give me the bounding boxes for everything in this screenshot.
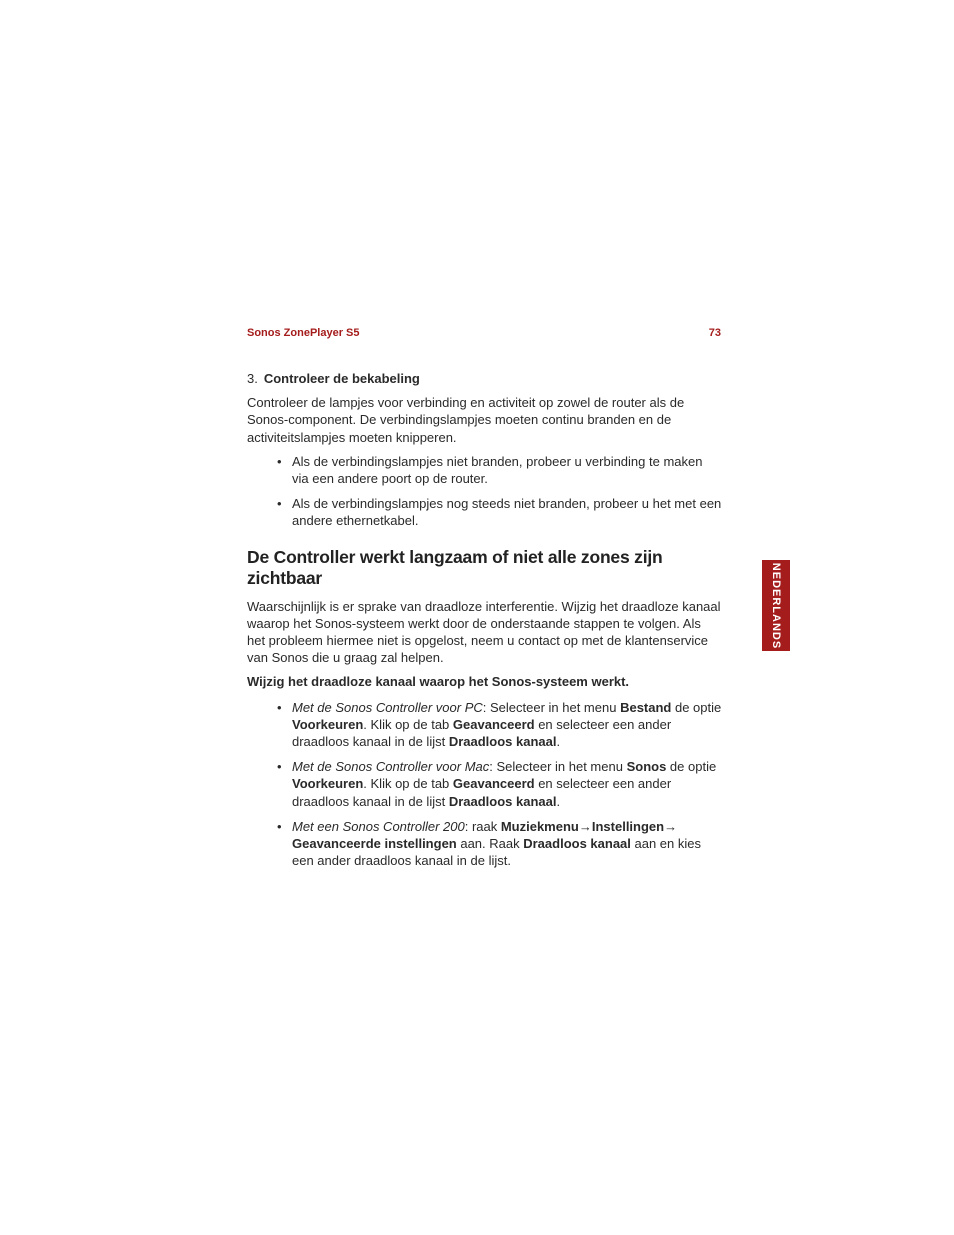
list-item-text: Als de verbindingslampjes nog steeds niet branden, probeer u het met een andere ethernetkabel.	[292, 496, 722, 529]
controller-name: Met een Sonos Controller 200	[292, 818, 465, 834]
section-heading: De Controller werkt langzaam of niet alle zones zijn zichtbaar	[247, 546, 663, 588]
text-run: en selecteer een ander draadloos kanaal in de lijst	[292, 776, 672, 809]
bullet-glyph: •	[277, 818, 282, 834]
bullet-glyph: •	[277, 496, 282, 512]
list-item	[247, 818, 722, 870]
step-heading	[247, 370, 722, 387]
section-paragraph: Waarschijnlijk is er sprake van draadloze interferentie. Wijzig het draadloze kanaal waarop het Sonos-systeem werkt door de onderstaande stappen te volgen. Als het probleem hiermee niet is opgelost, neem u contact op met de klantenservice van Sonos die u graag zal helpen.	[247, 598, 721, 666]
option-name: Voorkeuren	[292, 776, 364, 792]
language-tab-label: NEDERLANDS	[770, 562, 782, 649]
controller-name: Met de Sonos Controller voor PC	[292, 699, 483, 715]
text-run: aan en kies een ander draadloos kanaal in de lijst.	[292, 836, 701, 869]
list-item	[247, 453, 722, 487]
tab-name: Geavanceerd	[452, 776, 535, 792]
text-run: . Klik op de tab	[363, 776, 453, 792]
language-tab	[762, 560, 790, 651]
text-run: . Klik op de tab	[363, 716, 453, 732]
text-run: aan. Raak	[456, 836, 524, 852]
list-item	[247, 495, 722, 529]
list-item-text: Als de verbindingslampjes niet branden, probeer u verbinding te maken via een andere poort op de router.	[292, 453, 703, 487]
page-content	[247, 370, 722, 877]
arrow-glyph: →	[578, 818, 592, 834]
text-run: .	[556, 793, 561, 809]
text-run: : Selecteer in het menu	[482, 699, 621, 715]
running-header-title: Sonos ZonePlayer S5	[247, 327, 360, 339]
list-item	[247, 758, 722, 810]
channel-change-list	[247, 699, 722, 870]
text-run: en selecteer een ander draadloos kanaal in de lijst	[292, 716, 672, 750]
bullet-glyph: •	[277, 453, 282, 469]
list-name: Draadloos kanaal	[448, 793, 557, 809]
intro-paragraph: Controleer de lampjes voor verbinding en activiteit op zowel de router als de Sonos-component. De verbindingslampjes moeten continu branden en de activiteitslampjes moeten knipperen.	[247, 395, 685, 445]
list-name: Draadloos kanaal	[523, 836, 631, 852]
tab-name: Geavanceerd	[452, 716, 535, 732]
text-run: de optie	[671, 699, 722, 715]
instruction-heading: Wijzig het draadloze kanaal waarop het Sonos-systeem werkt.	[247, 674, 630, 690]
page-number: 73	[708, 327, 721, 339]
menu-name: Muziekmenu	[500, 818, 579, 834]
text-run: de optie	[666, 759, 717, 775]
step-number: 3.	[247, 371, 258, 386]
menu-name: Sonos	[626, 759, 667, 775]
bullet-glyph: •	[277, 759, 282, 775]
cable-check-list	[247, 453, 722, 530]
list-item	[247, 699, 722, 751]
controller-name: Met de Sonos Controller voor Mac	[292, 759, 490, 775]
option-name: Voorkeuren	[292, 716, 364, 732]
bullet-glyph: •	[277, 699, 282, 715]
text-run: .	[556, 734, 561, 750]
list-name: Draadloos kanaal	[448, 734, 557, 750]
step-title: Controleer de bekabeling	[263, 371, 420, 386]
text-run: : raak	[464, 818, 501, 834]
text-run: : Selecteer in het menu	[489, 759, 627, 775]
submenu-name: Geavanceerde instellingen	[292, 836, 457, 852]
arrow-glyph: →	[664, 818, 678, 834]
menu-name: Bestand	[620, 699, 672, 715]
option-name: Instellingen	[591, 818, 665, 834]
